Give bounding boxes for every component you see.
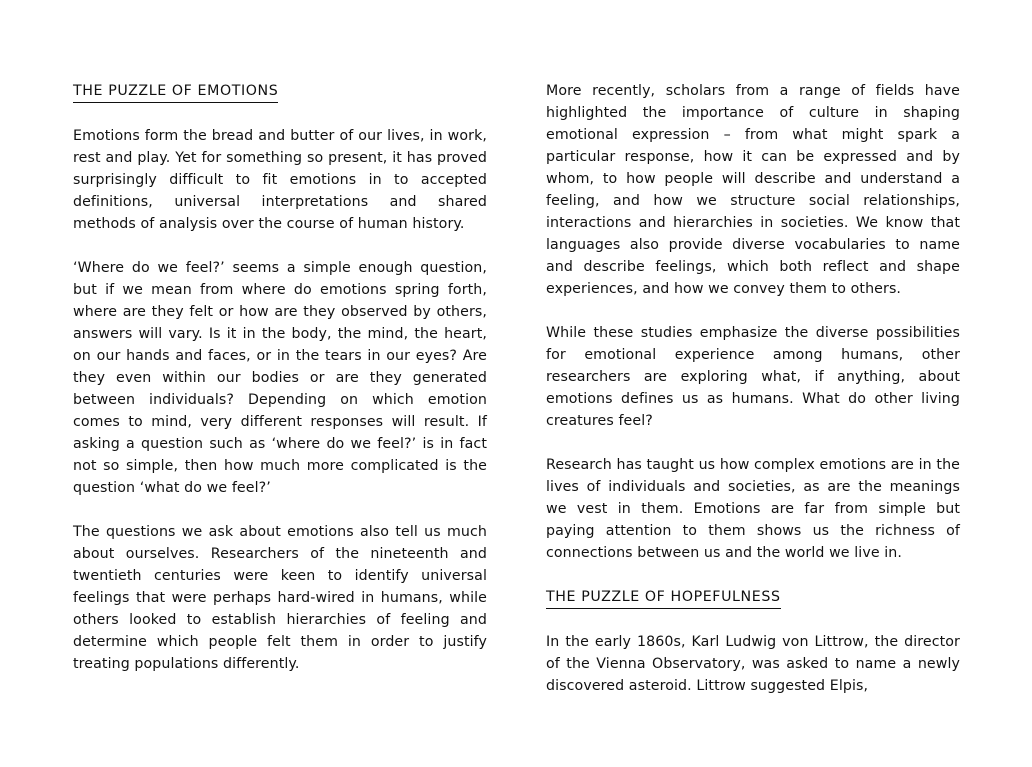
paragraph: ‘Where do we feel?’ seems a simple enough question, but if we mean from where do emotions spring forth, where are they felt or how are they observed by others, answers will vary. Is it in the body, the mind, the heart, on our hands and faces, or in the tears in our eyes? Are they even within our bodies or are they generated between individuals? Depending on which emotion comes to mind, very different responses will result. If asking a question such as ‘where do we feel?’ is in fact not so simple, then how much more complicated is the question ‘what do we feel?’ — [73, 260, 487, 496]
paragraph: In the early 1860s, Karl Ludwig von Littrow, the director of the Vienna Observatory, was asked to name a newly discovered asteroid. Littrow suggested Elpis, — [546, 634, 960, 694]
left-column — [73, 80, 487, 675]
paragraph: The questions we ask about emotions also tell us much about ourselves. Researchers of the nineteenth and twentieth centuries were keen to identify universal feelings that were perhaps hard-wired in humans, while others looked to establish hierarchies of feeling and determine which people felt them in order to justify treating populations differently. — [73, 524, 487, 672]
paragraph: More recently, scholars from a range of fields have highlighted the importance of culture in shaping emotional expression – from what might spark a particular response, how it can be expressed and by whom, to how people will describe and understand a feeling, and how we structure social relationships, interactions and hierarchies in societies. We know that languages also provide diverse vocabularies to name and describe feelings, which both reflect and shape experiences, and how we convey them to others. — [546, 83, 960, 297]
paragraph: Emotions form the bread and butter of our lives, in work, rest and play. Yet for something so present, it has proved surprisingly difficult to fit emotions in to accepted definitions, universal interpretations and shared methods of analysis over the course of human history. — [73, 128, 487, 232]
section-heading-hopefulness: THE PUZZLE OF HOPEFULNESS — [546, 587, 781, 609]
section-heading-emotions: THE PUZZLE OF EMOTIONS — [73, 81, 278, 103]
paragraph: Research has taught us how complex emotions are in the lives of individuals and societies, as are the meanings we vest in them. Emotions are far from simple but paying attention to them shows us the richness of connections between us and the world we live in. — [546, 457, 960, 561]
right-column — [546, 80, 960, 697]
paragraph: While these studies emphasize the diverse possibilities for emotional experience among humans, other researchers are exploring what, if anything, about emotions defines us as humans. What do other living creatures feel? — [546, 325, 960, 429]
